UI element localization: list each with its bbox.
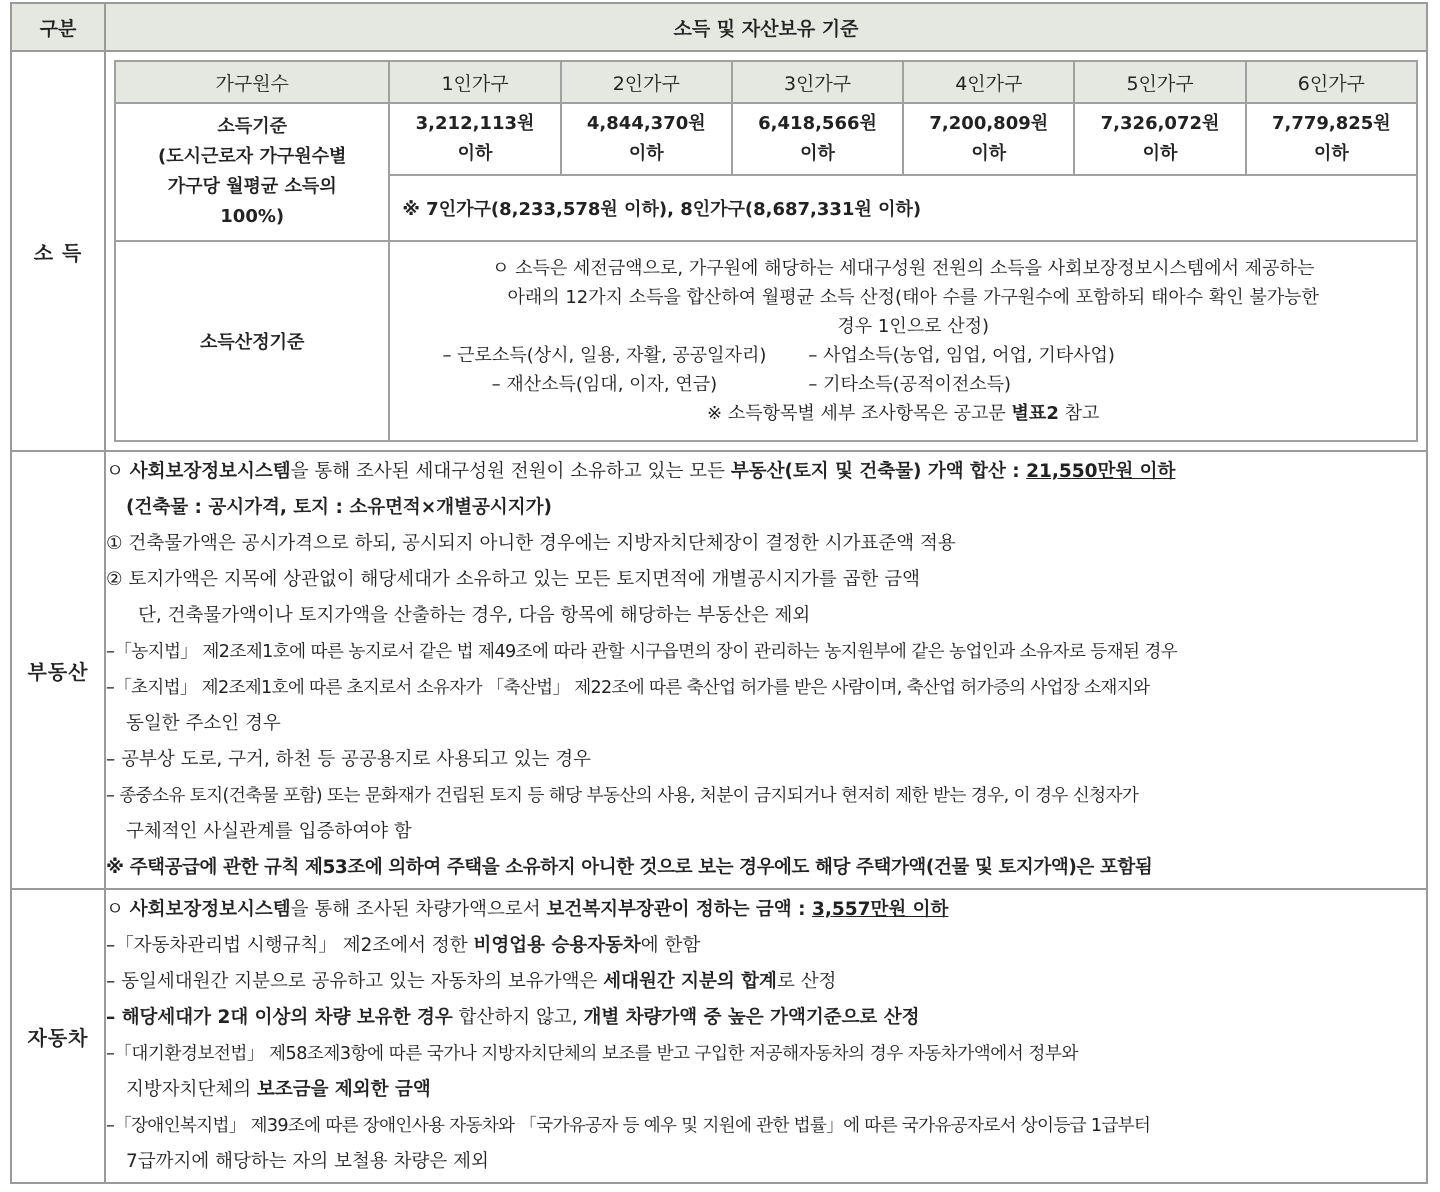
calc-item-property: – 재산소득(임대, 이자, 연금) (491, 374, 718, 395)
calc-line-2: 아래의 12가지 소득을 합산하여 월평균 소득 산정(태아 수를 가구원수에 포함하되 태아수 확인 불가능한 (507, 287, 1319, 308)
calc-items-row-2 (400, 370, 1406, 399)
calc-item-other: – 기타소득(공적이전소득) (808, 374, 1012, 395)
appendix-ref: 별표2 (1011, 403, 1059, 424)
realestate-line-5: 단, 건축물가액이나 토지가액을 산출하는 경우, 다음 항목에 해당하는 부동산은 제외 (138, 605, 811, 626)
calc-line-1: ㅇ 소득은 세전금액으로, 가구원에 해당하는 세대구성원 전원의 소득을 사회보장정보시스템에서 제공하는 (492, 258, 1315, 279)
col-3-person: 3인가구 (732, 61, 903, 103)
amount-2-person: 4,844,370원 이하 (561, 103, 732, 175)
calc-item-earned: – 근로소득(상시, 일용, 자활, 공공일자리) (442, 345, 767, 366)
criteria-table-wrapper (10, 2, 1426, 1186)
car-line-5: –「대기환경보전법」 제58조제3항에 따른 국가나 지방자치단체의 보조를 받고 구입한 저공해자동차의 경우 자동차가액에서 정부와 (106, 1044, 1078, 1064)
realestate-line-11: 구체적인 사실관계를 입증하여야 함 (126, 821, 412, 842)
calc-item-business: – 사업소득(농업, 임업, 어업, 기타사업) (808, 345, 1115, 366)
realestate-line-1: ㅇ 사회보장정보시스템을 통해 조사된 세대구성원 전원이 소유하고 있는 모든 부동산(토지 및 건축물) 가액 합산 : 21,550만원 이하 (106, 461, 1176, 482)
header-category: 구분 (11, 3, 105, 51)
realestate-line-4: ② 토지가액은 지목에 상관없이 해당세대가 소유하고 있는 모든 토지면적에 개별공시지가를 곱한 금액 (106, 569, 920, 590)
car-line-8: 7급까지에 해당하는 자의 보철용 차량은 제외 (126, 1151, 489, 1172)
car-line-3: – 동일세대원간 지분으로 공유하고 있는 자동차의 보유가액은 세대원간 지분의 합계로 산정 (106, 971, 837, 992)
col-1-person: 1인가구 (389, 61, 560, 103)
large-household-note: ※ 7인가구(8,233,578원 이하), 8인가구(8,687,331원 이하) (389, 175, 1417, 241)
header-row (11, 3, 1427, 51)
income-table (114, 60, 1418, 442)
income-content (105, 51, 1427, 451)
car-line-1: ㅇ 사회보장정보시스템을 통해 조사된 차량가액으로서 보건복지부장관이 정하는 금액 : 3,557만원 이하 (106, 899, 949, 920)
realestate-line-2: (건축물 : 공시가격, 토지 : 소유면적×개별공시지가) (126, 497, 552, 518)
calc-note: ※ 소득항목별 세부 조사항목은 공고문 별표2 참고 (707, 403, 1100, 424)
realestate-line-3: ① 건축물가액은 공시가격으로 하되, 공시되지 아니한 경우에는 지방자치단체장이 결정한 시가표준액 적용 (106, 533, 956, 554)
calc-line-3: 경우 1인으로 산정) (837, 316, 990, 337)
realestate-content (105, 451, 1427, 889)
household-header-row (115, 61, 1417, 103)
car-row (11, 889, 1427, 1183)
car-line-6: 지방자치단체의 보조금을 제외한 금액 (126, 1079, 431, 1100)
income-label: 소 득 (11, 51, 105, 451)
col-household-count: 가구원수 (115, 61, 389, 103)
car-label: 자동차 (11, 889, 105, 1183)
income-calc-row (115, 241, 1417, 441)
amount-1-person: 3,212,113원 이하 (389, 103, 560, 175)
calc-items-row-1 (400, 341, 1406, 370)
realestate-line-9: – 공부상 도로, 구거, 하천 등 공공용지로 사용되고 있는 경우 (106, 749, 591, 770)
header-criteria: 소득 및 자산보유 기준 (105, 3, 1427, 51)
amount-6-person: 7,779,825원 이하 (1246, 103, 1417, 175)
car-line-2: –「자동차관리법 시행규칙」 제2조에서 정한 비영업용 승용자동차에 한함 (106, 935, 701, 956)
col-5-person: 5인가구 (1074, 61, 1245, 103)
income-amount-row (115, 103, 1417, 175)
car-content (105, 889, 1427, 1183)
realestate-limit: 21,550만원 이하 (1026, 461, 1176, 482)
income-row (11, 51, 1427, 451)
income-standard-label: 소득기준 (도시근로자 가구원수별 가구당 월평균 소득의 100%) (115, 103, 389, 241)
income-calc-content (389, 241, 1417, 441)
income-calc-label: 소득산정기준 (115, 241, 389, 441)
realestate-line-6: –「농지법」 제2조제1호에 따른 농지로서 같은 법 제49조에 따라 관할 시구읍면의 장이 관리하는 농지원부에 같은 농업인과 소유자로 등재된 경우 (106, 642, 1178, 662)
criteria-table (10, 2, 1428, 1184)
realestate-row (11, 451, 1427, 889)
realestate-label: 부동산 (11, 451, 105, 889)
car-line-7: –「장애인복지법」 제39조에 따른 장애인사용 자동차와 「국가유공자 등 예우 및 지원에 관한 법률」에 따른 국가유공자로서 상이등급 1급부터 (106, 1116, 1151, 1136)
realestate-line-8: 동일한 주소인 경우 (126, 713, 281, 734)
amount-5-person: 7,326,072원 이하 (1074, 103, 1245, 175)
col-2-person: 2인가구 (561, 61, 732, 103)
car-limit: 3,557만원 이하 (811, 899, 949, 920)
amount-4-person: 7,200,809원 이하 (903, 103, 1074, 175)
realestate-line-12: ※ 주택공급에 관한 규칙 제53조에 의하여 주택을 소유하지 아니한 것으로 보는 경우에도 해당 주택가액(건물 및 토지가액)은 포함됨 (106, 857, 1153, 878)
car-line-4: – 해당세대가 2대 이상의 차량 보유한 경우 합산하지 않고, 개별 차량가액 중 높은 가액기준으로 산정 (106, 1007, 920, 1028)
col-6-person: 6인가구 (1246, 61, 1417, 103)
realestate-line-7: –「초지법」 제2조제1호에 따른 초지로서 소유자가 「축산법」 제22조에 따른 축산업 허가를 받은 사람이며, 축산업 허가증의 사업장 소재지와 (106, 678, 1150, 698)
amount-3-person: 6,418,566원 이하 (732, 103, 903, 175)
realestate-line-10: – 종중소유 토지(건축물 포함) 또는 문화재가 건립된 토지 등 해당 부동산의 사용, 처분이 금지되거나 현저히 제한 받는 경우, 이 경우 신청자가 (106, 786, 1139, 806)
col-4-person: 4인가구 (903, 61, 1074, 103)
